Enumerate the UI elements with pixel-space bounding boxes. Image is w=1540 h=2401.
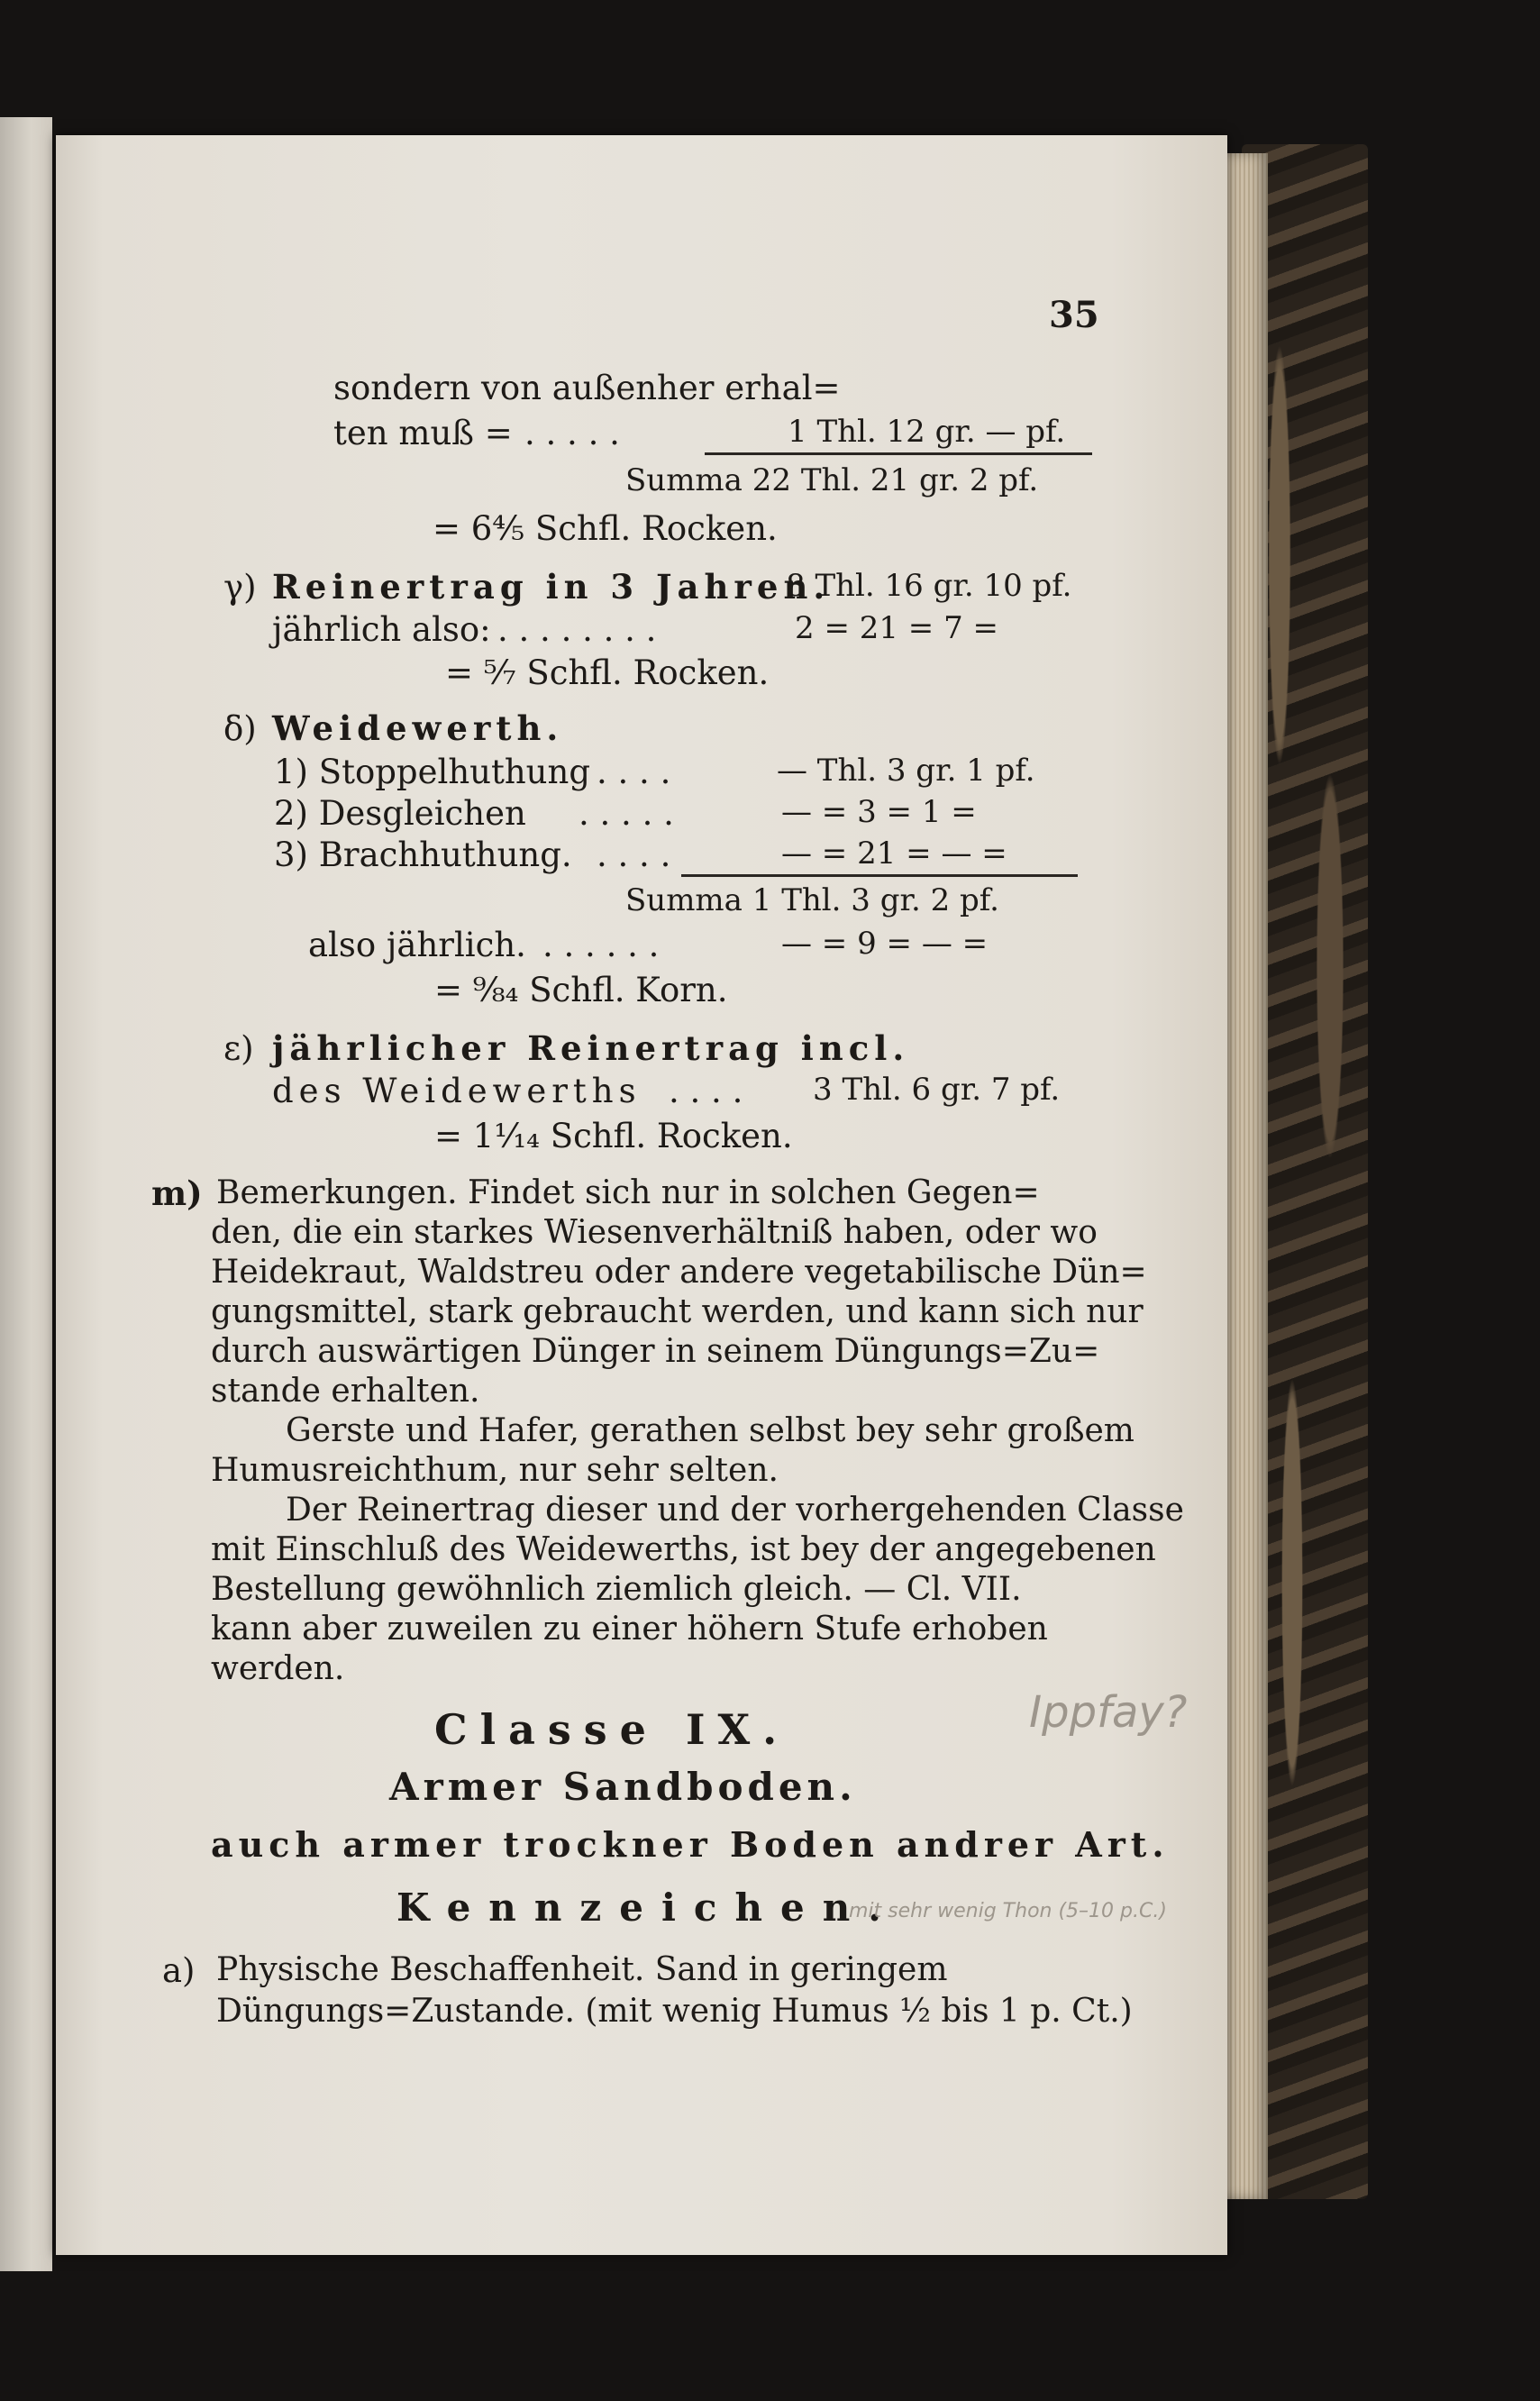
- amount: 1 Thl. 12 gr. — pf.: [788, 414, 1066, 450]
- sum-rule: [681, 874, 1078, 877]
- conversion-line: = 1¹⁄₁₄ Schfl. Rocken.: [434, 1117, 793, 1155]
- paragraph-line: Heidekraut, Waldstreu oder andere vegetabilische Dün=: [211, 1254, 1147, 1291]
- paragraph-line: stande erhalten.: [211, 1373, 480, 1410]
- text-line: ten muß =: [333, 414, 513, 452]
- paragraph-line: Physische Beschaffenheit. Sand in geringem: [216, 1951, 948, 1988]
- item-label-delta: δ): [223, 709, 257, 748]
- paragraph-line: Gerste und Hafer, gerathen selbst bey sehr großem: [286, 1412, 1134, 1449]
- sum-rule: [705, 452, 1092, 455]
- text-line: des Weidewerths: [272, 1072, 642, 1110]
- list-item: 1) Stoppelhuthung: [274, 753, 591, 791]
- item-label-m: m): [151, 1173, 203, 1213]
- leader-dots: . . . .: [669, 1072, 743, 1110]
- amount: 8 Thl. 16 gr. 10 pf.: [786, 568, 1072, 604]
- kennzeichen-heading: Kennzeichen.: [396, 1885, 899, 1930]
- paragraph-line: Bemerkungen. Findet sich nur in solchen Gegen=: [216, 1174, 1040, 1211]
- paragraph-line: Bestellung gewöhnlich ziemlich gleich. — Cl. VII.: [211, 1571, 1022, 1608]
- amount: — = 21 = — =: [781, 835, 1007, 872]
- paragraph-line: mit Einschluß des Weidewerths, ist bey der angegebenen: [211, 1531, 1156, 1568]
- book-page: [56, 135, 1227, 2255]
- leader-dots: . . . .: [597, 753, 671, 791]
- paragraph-line: kann aber zuweilen zu einer höhern Stufe erhoben: [211, 1611, 1048, 1648]
- amount: 2 = 21 = 7 =: [795, 610, 999, 646]
- interline-note: mit sehr wenig Thon (5–10 p.C.): [849, 1900, 1167, 1922]
- paragraph-line: den, die ein starkes Wiesenverhältniß haben, oder wo: [211, 1214, 1098, 1251]
- conversion-line: = ⁵⁄₇ Schfl. Rocken.: [445, 653, 770, 692]
- paragraph-line: werden.: [211, 1650, 345, 1687]
- amount: 3 Thl. 6 gr. 7 pf.: [813, 1072, 1061, 1108]
- sum-line: Summa 22 Thl. 21 gr. 2 pf.: [625, 462, 1039, 498]
- margin-note: Ippfay?: [1029, 1687, 1188, 1738]
- sum-line: Summa 1 Thl. 3 gr. 2 pf.: [625, 882, 999, 918]
- item-label-epsilon: ε): [223, 1029, 254, 1068]
- paragraph-line: Der Reinertrag dieser und der vorhergehenden Classe: [286, 1492, 1184, 1529]
- list-item: 3) Brachhuthung.: [274, 835, 572, 874]
- conversion-line: = 6⅘ Schfl. Rocken.: [433, 509, 778, 548]
- amount: — = 3 = 1 =: [781, 794, 977, 830]
- leader-dots: . . . . .: [579, 794, 674, 833]
- amount: — = 9 = — =: [781, 926, 989, 962]
- paragraph-line: gungsmittel, stark gebraucht werden, und kann sich nur: [211, 1293, 1144, 1330]
- leader-dots: . . . . . .: [542, 926, 660, 964]
- paragraph-line: Humusreichthum, nur sehr selten.: [211, 1452, 779, 1489]
- item-heading: Weidewerth.: [272, 708, 564, 748]
- list-item: 2) Desgleichen: [274, 794, 526, 833]
- text-line: sondern von außenher erhal=: [333, 369, 841, 407]
- item-heading: Reinertrag in 3 Jahren.: [272, 567, 831, 607]
- item-label-gamma: γ): [223, 568, 257, 607]
- paragraph-line: durch auswärtigen Dünger in seinem Düngungs=Zu=: [211, 1333, 1100, 1370]
- leader-dots: . . . .: [597, 835, 671, 874]
- paragraph-line: Düngungs=Zustande. (mit wenig Humus ½ bis 1 p. Ct.): [216, 1993, 1133, 2030]
- text-line: also jährlich.: [308, 926, 526, 964]
- section-title: Classe IX.: [434, 1705, 790, 1754]
- adjacent-page-edge: [0, 117, 52, 2271]
- conversion-line: = ⁹⁄₈₄ Schfl. Korn.: [434, 971, 728, 1009]
- section-subtitle: Armer Sandboden.: [389, 1765, 857, 1809]
- leader-dots: . . . . .: [524, 414, 620, 452]
- page-number: 35: [1049, 294, 1099, 336]
- item-label-a: a): [162, 1951, 196, 1990]
- section-subtitle-2: auch armer trockner Boden andrer Art.: [211, 1824, 1170, 1865]
- amount: — Thl. 3 gr. 1 pf.: [777, 753, 1035, 789]
- item-heading: jährlicher Reinertrag incl.: [272, 1028, 910, 1068]
- text-line: jährlich also:: [272, 610, 491, 649]
- leader-dots: . . . . . . . .: [497, 610, 657, 649]
